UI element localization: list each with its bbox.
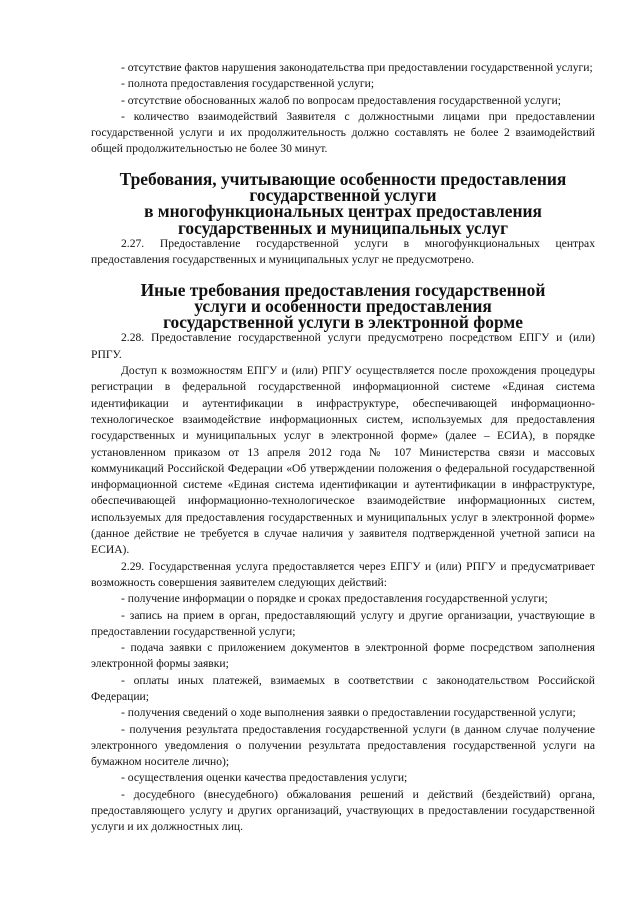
heading-line: Требования, учитывающие особенности предоставления государственной услуги: [119, 168, 567, 206]
document-body: [91, 60, 595, 836]
list-item: - осуществления оценки качества предоставления услуги;: [121, 771, 408, 785]
list-item: - получение информации о порядке и сроках предоставления государственной услуги;: [121, 592, 548, 606]
list-item: - оплаты иных платежей, взимаемых в соответствии с законодательством Российской Федерации;: [91, 673, 595, 703]
paragraph-2-28: 2.28. Предоставление государственной услуги предусмотрено посредством ЕПГУ и (или) РПГУ.: [91, 331, 595, 361]
section-heading-mfc: [91, 168, 595, 238]
list-item: - запись на прием в орган, предоставляющий услугу и другие организации, участвующие в предоставлении государственной услуги;: [91, 608, 595, 638]
list-item: - отсутствие обоснованных жалоб по вопросам предоставления государственной услуги;: [121, 93, 561, 107]
paragraph-2-29: 2.29. Государственная услуга предоставляется через ЕПГУ и (или) РПГУ и предусматривает возможность совершения заявителем следующих действий:: [91, 559, 595, 589]
list-item: - полнота предоставления государственной услуги;: [121, 77, 375, 91]
list-item: - количество взаимодействий Заявителя с должностными лицами при предоставлении государственной услуги и их продолжительность должно составлять не более 2 взаимодействий общей продолжительностью не более 30 минут.: [91, 109, 595, 156]
list-item: - отсутствие фактов нарушения законодательства при предоставлении государственной услуги;: [121, 61, 593, 74]
paragraph-esia-access: Доступ к возможностям ЕПГУ и (или) РПГУ осуществляется после прохождения процедуры регистрации в федеральной государственной информационной системе «Единая система идентификации и аутентификации в инфраструктуре, обеспечивающей информационно-технологическое взаимодействие информационных систем, используемых для предоставления государственных и муниципальных услуг в электронной форме» (далее – ЕСИА), в порядке установленном приказом от 13 апреля 2012 года № 107 Министерства связи и массовых коммуникаций Российской Федерации «Об утверждении положения о федеральной государственной информационной системе «Единая система идентификации и аутентификации в инфраструктуре, обеспечивающей информационно-технологическое взаимодействие информационных систем, используемых для предоставления государственных и муниципальных услуг в электронной форме» (данное действие не требуется в случае наличия у заявителя подтвержденной учетной записи на ЕСИА).: [91, 364, 595, 557]
paragraph-2-27: 2.27. Предоставление государственной услуги в многофункциональных центрах предоставления государственных и муниципальных услуг не предусмотрено.: [91, 236, 595, 267]
section-heading-electronic: [91, 279, 595, 333]
list-item: - подача заявки с приложением документов в электронной форме посредством заполнения электронной формы заявки;: [91, 641, 595, 671]
heading-line: услуги и особенности предоставления: [194, 295, 492, 316]
list-item: - получения сведений о ходе выполнения заявки о предоставлении государственной услуги;: [121, 706, 576, 720]
heading-line: государственной услуги в электронной форме: [163, 312, 523, 333]
heading-line: государственных и муниципальных услуг: [177, 217, 509, 238]
list-item: - досудебного (внесудебного) обжалования решений и действий (бездействий) органа, предоставляющего услугу и других организаций, участвующих в предоставлении государственной услуги и их должностных лиц.: [91, 787, 595, 834]
list-item: - получения результата предоставления государственной услуги (в данном случае получение электронного уведомления о получении результата предоставления государственной услуги на бумажном носителе лично);: [91, 722, 595, 769]
heading-line: в многофункциональных центрах предоставления: [144, 201, 542, 222]
heading-line: Иные требования предоставления государственной: [140, 279, 546, 300]
